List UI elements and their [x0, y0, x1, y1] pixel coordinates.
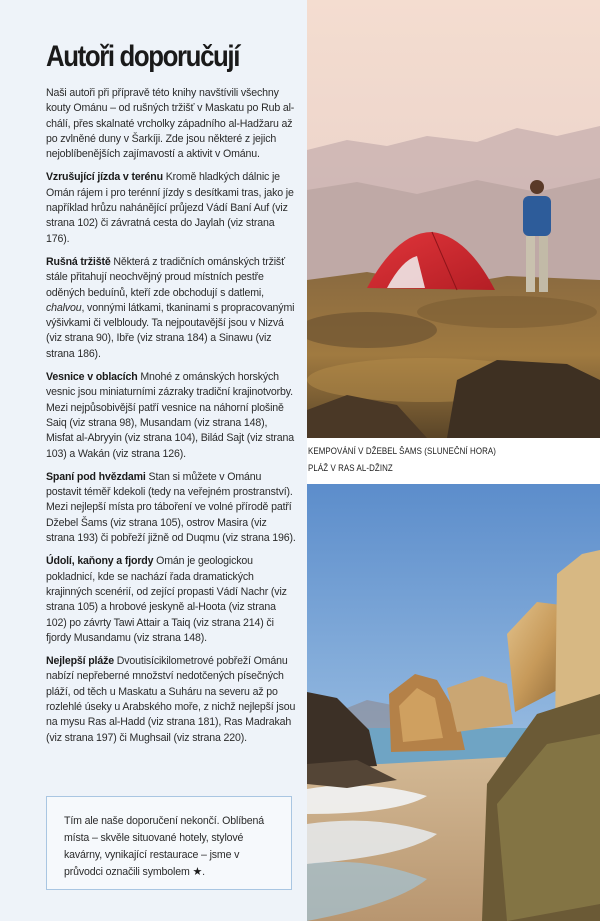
- section-canyons: [46, 554, 296, 646]
- section-heading: Vesnice v oblacích: [46, 371, 138, 384]
- section-markets: [46, 255, 296, 362]
- section-text: Stan si můžete v Ománu postavit téměř kdekoli (tedy na veřejném prostranství). Mezi nejlepší místa pro táboření ve volné přírodě patří Džebel Šams (viz strana 105), ostrov Masira (viz strana 193) či pobřeží jižně od Duqmu (viz strana 196).: [46, 470, 296, 545]
- callout-text: Tím ale naše doporučení nekončí. Oblíbená místa – skvěle situované hotely, stylové kavárny, vynikající restaurace – jsme v průvodci označili symbolem: [64, 815, 264, 878]
- section-text-italic: chalvou: [46, 301, 82, 314]
- section-heading: Vzrušující jízda v terénu: [46, 171, 163, 184]
- section-text: Dvoutisícikilometrové pobřeží Ománu nabízí nepřeberné množství nedotčených písečných pláží, od těch u Maskatu a Suháru na severu až po rozlehlé úseky u Arabského moře, z nichž nejlepší jsou na mysu Ras al-Hadd (viz strana 181), Ras Madrakah (viz strana 197) či Mughsail (viz strana 220).: [46, 655, 296, 744]
- star-icon: ★: [192, 866, 203, 878]
- section-text: Některá z tradičních ománských tržišť stále přitahují neochvějný proud místních pestře oděných beduínů, kteří zde obchodují s datlemi,: [46, 255, 285, 299]
- section-heading: Spaní pod hvězdami: [46, 470, 146, 483]
- camping-photo: [307, 0, 600, 438]
- callout-box: [46, 796, 292, 890]
- section-heading: Rušná tržiště: [46, 255, 111, 268]
- caption-beach: PLÁŽ V RAS AL-DŽINZ: [308, 463, 393, 473]
- beach-photo-image: [307, 484, 600, 921]
- section-heading: Údolí, kaňony a fjordy: [46, 555, 154, 568]
- page-title: Autoři doporučují: [46, 40, 240, 73]
- section-offroad: [46, 170, 296, 246]
- section-text: , vonnými látkami, tkaninami s propracovanými výšivkami či velbloudy. Ta nejpoutavější jsou v Nizvá (viz strana 90), Ibře (viz strana 184) a Sinawu (viz strana 186).: [46, 301, 295, 360]
- article-body: [46, 86, 296, 754]
- intro-paragraph: Naši autoři při přípravě této knihy navštívili všechny kouty Ománu – od rušných tržišť v Maskatu po Rub al-chálí, přes skalnaté vrcholky západního al-Hadžaru až po zvlněné duny v Šarkíji. Zde jsou některé z jejich nejoblíbenějších zajímavostí a aktivit v Ománu.: [46, 87, 295, 161]
- section-beaches: [46, 654, 296, 746]
- beach-photo: [307, 484, 600, 921]
- section-villages: [46, 370, 296, 462]
- section-text: Mnohé z ománských horských vesnic jsou miniaturními zázraky tradiční krajinotvorby. Mezi nejpůsobivější patří vesnice na náhorní plošině Saiq (viz strana 98), Musandam (viz strana 148), Misfat al-Abryyin (viz strana 104), Bilád Sajt (viz strana 103) a Wakán (viz strana 126).: [46, 371, 294, 460]
- section-text: Omán je geologickou pokladnicí, kde se nachází řada dramatických krajinných scenérií, od zející propasti Vádí Nachr (viz strana 105) a hrobové jeskyně al-Hoota (viz strana 102) po závrty Tawi Attair a Taiq (viz strana 214) či fjordy Musandamu (viz strana 148).: [46, 555, 287, 644]
- camping-photo-image: [307, 0, 600, 438]
- section-camping: [46, 470, 296, 546]
- section-heading: Nejlepší pláže: [46, 655, 114, 668]
- callout-end: .: [202, 866, 205, 878]
- caption-camping: KEMPOVÁNÍ V DŽEBEL ŠAMS (SLUNEČNÍ HORA): [308, 446, 496, 456]
- section-text: Kromě hladkých dálnic je Omán rájem i pro terénní jízdy s desítkami tras, jako je například hrůzu nahánějící průjezd Vádí Baní Auf (viz strana 102) či závratná cesta do Jaylah (viz strana 176).: [46, 171, 294, 245]
